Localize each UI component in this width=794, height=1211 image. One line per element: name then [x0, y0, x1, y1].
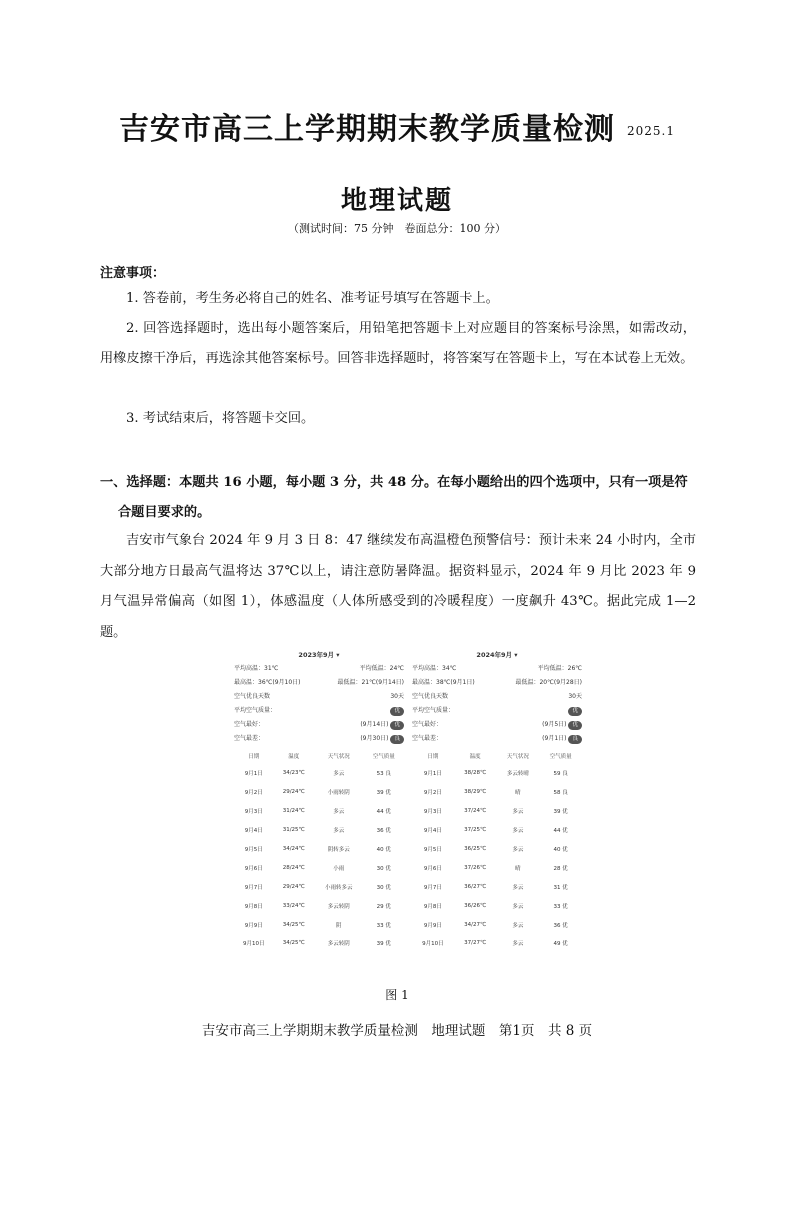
table-row: [234, 877, 404, 896]
cell-aq: 36 优: [376, 828, 391, 835]
worst-aq-badge: 良: [568, 735, 582, 744]
cell-date: 9月4日: [244, 828, 263, 835]
table-row: [234, 840, 404, 859]
cell-weather: 多云转阴: [327, 903, 350, 910]
avg-low: 平均低温：24℃: [359, 665, 404, 672]
daily-rows: [234, 764, 404, 953]
figure-weather-comparison: [226, 648, 582, 972]
cell-weather: 多云: [512, 884, 524, 891]
table-row: [234, 915, 404, 934]
cell-temp: 29/24℃: [282, 883, 305, 890]
cell-temp: 31/25℃: [282, 827, 305, 834]
cell-date: 9月10日: [422, 941, 444, 948]
avg-aq-label: 平均空气质量：: [412, 707, 455, 714]
col-aq: 空气质量: [372, 754, 395, 760]
exam-title: 吉安市高三上学期期末教学质量检测: [119, 112, 615, 147]
cell-weather: 多云转阴: [327, 941, 350, 948]
table-row: [412, 858, 582, 877]
cell-aq: 44 优: [376, 809, 391, 816]
cell-weather: 小雨: [333, 865, 345, 872]
col-weather: 天气状况: [506, 754, 529, 760]
notes-title: 注意事项：: [100, 266, 166, 281]
cell-temp: 38/28℃: [464, 770, 487, 777]
cell-weather: 多云: [512, 828, 524, 835]
table-row: [234, 821, 404, 840]
aq-days: 30天: [390, 693, 404, 700]
daily-rows: [412, 764, 582, 953]
panel-title: 2023年9月 ▾: [298, 651, 340, 659]
max-temp: 最高温：38℃(9月1日): [412, 679, 475, 686]
cell-weather: 多云: [512, 903, 524, 910]
cell-aq: 39 优: [376, 941, 391, 948]
note-item-3: 3. 考试结束后，将答题卡交回。: [126, 411, 315, 426]
table-row: [412, 840, 582, 859]
cell-weather: 多云: [512, 809, 524, 816]
table-row: [412, 764, 582, 783]
cell-aq: 39 优: [376, 790, 391, 797]
panel-2024: [412, 648, 582, 953]
cell-aq: 39 优: [553, 809, 568, 816]
best-aq-badge: 优: [390, 721, 404, 730]
cell-aq: 33 优: [376, 922, 391, 929]
cell-weather: 阴: [336, 922, 342, 929]
best-aq-date: (9月14日): [360, 721, 389, 728]
cell-aq: 49 优: [553, 941, 568, 948]
cell-aq: 30 优: [376, 865, 391, 872]
panel-2023: [234, 648, 404, 953]
cell-weather: 多云: [333, 809, 345, 816]
cell-temp: 38/29℃: [464, 789, 487, 796]
cell-date: 9月5日: [423, 847, 442, 853]
cell-weather: 阴转多云: [327, 847, 350, 853]
cell-date: 9月9日: [244, 922, 263, 929]
cell-temp: 34/25℃: [282, 921, 305, 928]
cell-temp: 29/24℃: [282, 789, 305, 796]
min-temp: 最低温：21℃(9月14日): [337, 679, 404, 686]
cell-date: 9月2日: [423, 790, 442, 797]
best-aq-label: 空气最好：: [234, 721, 265, 728]
cell-temp: 34/27℃: [464, 921, 487, 928]
table-row: [412, 896, 582, 915]
col-temp: 温度: [288, 754, 300, 760]
avg-high: 平均高温：31℃: [234, 665, 279, 672]
cell-temp: 31/24℃: [282, 808, 305, 815]
avg-aq-label: 平均空气质量：: [234, 707, 277, 714]
table-row: [234, 802, 404, 821]
cell-date: 9月7日: [244, 884, 263, 891]
cell-date: 9月1日: [244, 771, 263, 778]
daily-table: [234, 748, 404, 953]
cell-temp: 34/25℃: [282, 940, 305, 947]
cell-temp: 37/24℃: [464, 808, 487, 815]
worst-aq-date: (9月30日): [360, 735, 389, 742]
daily-table: [412, 748, 582, 953]
cell-aq: 40 优: [553, 847, 568, 853]
worst-aq-label: 空气最差：: [412, 735, 443, 742]
worst-aq-date: (9月1日): [542, 735, 567, 742]
cell-date: 9月1日: [423, 771, 442, 778]
cell-aq: 36 优: [553, 922, 568, 929]
cell-temp: 33/24℃: [282, 902, 305, 909]
section-heading-line1: 一、选择题：本题共 16 小题，每小题 3 分，共 48 分。在每小题给出的四个选项中，只有一项是符: [100, 475, 688, 490]
cell-aq: 30 优: [376, 884, 391, 891]
table-row: [412, 802, 582, 821]
col-aq: 空气质量: [549, 754, 572, 760]
note-item-1: 1. 答卷前，考生务必将自己的姓名、准考证号填写在答题卡上。: [126, 291, 499, 306]
cell-weather: 多云: [333, 828, 345, 835]
page-footer: 吉安市高三上学期期末教学质量检测 地理试题 第1页 共 8 页: [201, 1023, 593, 1039]
cell-date: 9月2日: [244, 790, 263, 797]
cell-temp: 36/27℃: [464, 883, 487, 890]
cell-weather: 小雨转阴: [327, 790, 350, 797]
cell-date: 9月9日: [423, 922, 442, 929]
table-row: [412, 915, 582, 934]
cell-temp: 37/27℃: [464, 940, 487, 947]
max-temp: 最高温：36℃(9月10日): [234, 679, 301, 686]
cell-aq: 33 优: [553, 903, 568, 910]
cell-temp: 37/25℃: [464, 827, 487, 834]
col-weather: 天气状况: [327, 754, 350, 760]
cell-date: 9月8日: [423, 903, 442, 910]
cell-aq: 31 优: [553, 884, 568, 891]
cell-weather: 多云: [333, 771, 345, 778]
avg-aq-badge: 优: [568, 707, 582, 716]
cell-temp: 37/26℃: [464, 864, 487, 871]
worst-aq-badge: 良: [390, 735, 404, 744]
col-date: 日期: [248, 754, 260, 760]
cell-weather: 多云转晴: [506, 771, 529, 778]
avg-aq-badge: 优: [390, 707, 404, 716]
cell-aq: 44 优: [553, 828, 568, 835]
table-row: [234, 783, 404, 802]
cell-weather: 多云: [512, 941, 524, 948]
exam-info: （测试时间：75 分钟 卷面总分：100 分）: [288, 222, 506, 235]
figure-caption: 图 1: [385, 988, 409, 1002]
cell-date: 9月4日: [423, 828, 442, 835]
note-item-2: 2. 回答选择题时，选出每小题答案后，用铅笔把答题卡上对应题目的答案标号涂黑，如需改动，用橡皮擦干净后，再选涂其他答案标号。回答非选择题时，将答案写在答题卡上，写在本试卷上无效。: [100, 321, 696, 366]
col-temp: 温度: [469, 754, 481, 760]
cell-weather: 小雨转多云: [325, 884, 353, 891]
panel-title: 2024年9月 ▾: [476, 651, 518, 659]
table-row: [412, 934, 582, 953]
cell-aq: 53 良: [376, 771, 391, 778]
cell-weather: 晴: [515, 790, 521, 797]
cell-temp: 36/25℃: [464, 846, 487, 852]
question-passage: 吉安市气象台 2024 年 9 月 3 日 8：47 继续发布高温橙色预警信号：预计未来 24 小时内，全市大部分地方日最高气温将达 37℃以上，请注意防暑降温。据资料显示，2024 年 9 月比 2023 年 9 月气温异常偏高（如图 1），体感温度（人体所感受到的冷暖程度）一度飙升 43℃。据此完成 1—2 题。: [100, 533, 696, 640]
cell-weather: 晴: [515, 865, 521, 872]
exam-date: 2025.1: [627, 124, 675, 138]
table-row: [234, 934, 404, 953]
cell-date: 9月6日: [244, 865, 263, 872]
section-heading-line2: 合题目要求的。: [118, 505, 211, 520]
cell-aq: 59 良: [553, 771, 568, 778]
cell-date: 9月8日: [244, 903, 263, 910]
cell-aq: 29 优: [376, 903, 391, 910]
table-row: [412, 877, 582, 896]
table-row: [234, 858, 404, 877]
cell-aq: 40 优: [376, 847, 391, 853]
cell-date: 9月3日: [423, 809, 442, 816]
best-aq-date: (9月5日): [542, 721, 567, 728]
cell-date: 9月3日: [244, 809, 263, 816]
cell-temp: 34/24℃: [282, 846, 305, 852]
cell-temp: 28/24℃: [282, 864, 305, 871]
aq-days-label: 空气优良天数: [234, 693, 271, 700]
table-row: [412, 783, 582, 802]
avg-high: 平均高温：34℃: [412, 665, 457, 672]
cell-aq: 28 优: [553, 865, 568, 872]
cell-date: 9月6日: [423, 865, 442, 872]
best-aq-badge: 优: [568, 721, 582, 730]
section-heading: [100, 468, 696, 528]
min-temp: 最低温：20℃(9月28日): [515, 679, 582, 686]
aq-days-label: 空气优良天数: [412, 693, 449, 700]
cell-date: 9月7日: [423, 884, 442, 891]
cell-temp: 34/23℃: [282, 770, 305, 777]
cell-weather: 多云: [512, 847, 524, 853]
aq-days: 30天: [568, 693, 582, 700]
table-row: [234, 896, 404, 915]
table-row: [234, 764, 404, 783]
page-title: [0, 104, 794, 148]
cell-weather: 多云: [512, 922, 524, 929]
col-date: 日期: [427, 754, 439, 760]
table-row: [412, 821, 582, 840]
avg-low: 平均低温：26℃: [537, 665, 582, 672]
cell-aq: 58 良: [553, 790, 568, 797]
best-aq-label: 空气最好：: [412, 721, 443, 728]
cell-date: 9月10日: [243, 941, 265, 948]
subject-title: 地理试题: [340, 186, 453, 216]
cell-date: 9月5日: [244, 847, 263, 853]
worst-aq-label: 空气最差：: [234, 735, 265, 742]
cell-temp: 36/26℃: [464, 902, 487, 909]
